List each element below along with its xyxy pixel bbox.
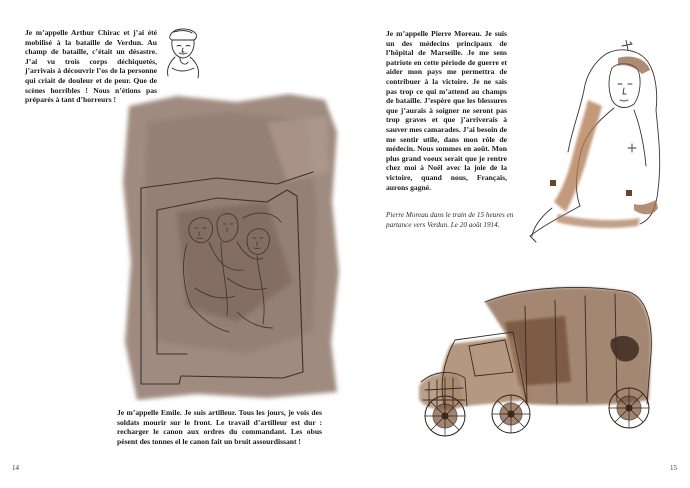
nurse-drawing <box>522 40 672 245</box>
arthur-chirac-text: Je m’appelle Arthur Chirac et j’ai été mobilisé à la bataille de Verdun. Au champ de bataille, c’était un désastre. J’ai vu trois corps déchiquetés, j’arrivais à découvrir l’os de la personne qui criait de douleur et de peur. Que de scènes horribles ! Nous n’étions pas préparés à tant d’horreurs ! <box>25 28 157 105</box>
page-number-right: 15 <box>670 464 677 472</box>
emile-text: Je m’appelle Emile. Je suis artilleur. Tous les jours, je vois des soldats mourir sur le front. Le travail d’artilleur est dur : recharger le canon aux ordres du commandant. Les obus pèsent des tonnes el le canon fait un bruit assourdissant ! <box>117 408 322 446</box>
soldier-head-drawing <box>160 22 206 84</box>
trench-soldiers-wash-painting <box>117 92 342 402</box>
pierre-moreau-text: Je m’appelle Pierre Moreau. Je suis un des médecins principaux de l’hôpital de Marseille. Je me sens patriote en cette période de guerre et aider mon pays me permettra de contribuer à la victoire. Je ne sais pas trop ce qui m’attend au champs de bataille. J’espère que les blessures que j’aurais à soigner ne seront pas trop graves et que j’arriverais à sauver mes camarades. J’ai besoin de me sentir utile, dans mon rôle de médecin. Nous sommes en août. Mon plus grand voeux serait que je rentre chez moi à Noël avec la joie de la victoire, quand nous, Français, aurons gagné. <box>386 29 507 192</box>
photo-caption: Pierre Moreau dans le train de 15 heures en partance vers Verdun. Le 20 août 1914. <box>386 211 514 229</box>
page-number-left: 14 <box>12 464 19 472</box>
ambulance-truck-drawing <box>415 282 665 444</box>
